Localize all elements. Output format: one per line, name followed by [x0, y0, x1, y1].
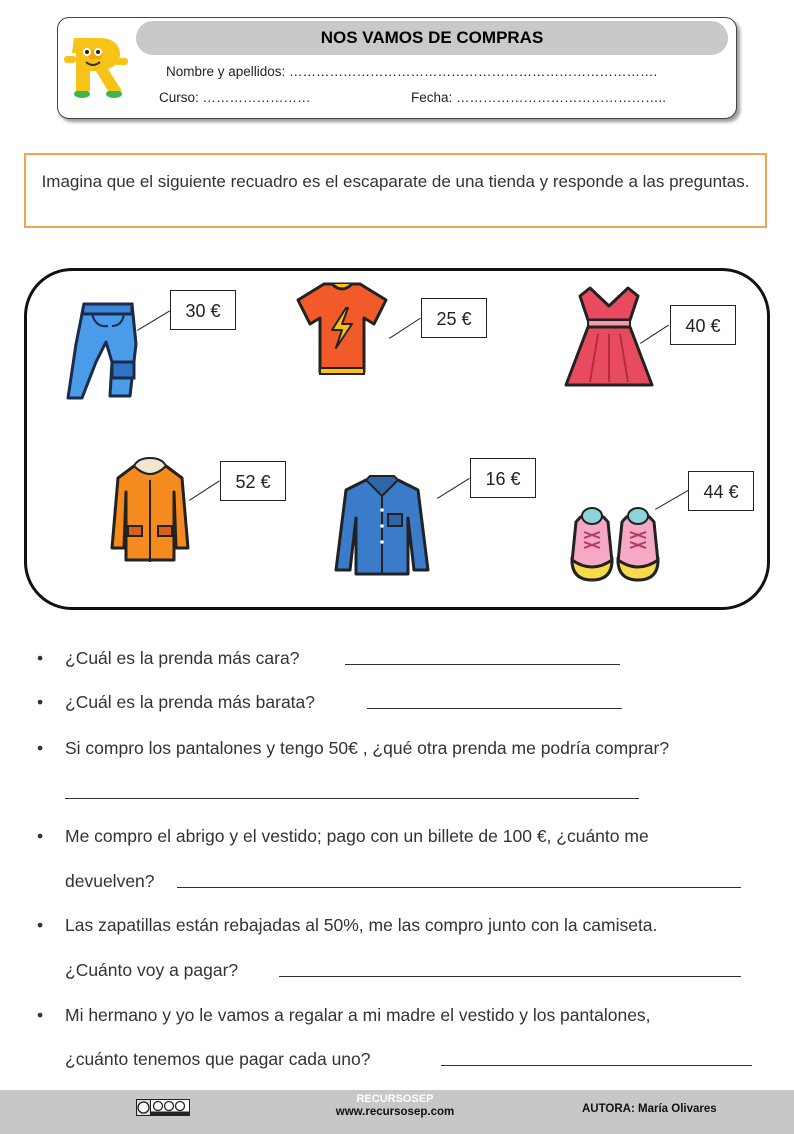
course-field[interactable]: Curso: …………………… [159, 90, 311, 105]
tshirt-icon [296, 280, 388, 376]
answer-line-5[interactable] [279, 976, 741, 977]
price-tag-tshirt: 25 € [421, 298, 487, 338]
question-5-continuation: ¿Cuánto voy a pagar? [65, 960, 239, 980]
price-tag-coat: 52 € [220, 461, 286, 501]
answer-line-6[interactable] [441, 1065, 752, 1066]
question-6-continuation: ¿cuánto tenemos que pagar cada uno? [65, 1049, 371, 1069]
recursosep-logo-icon [62, 34, 132, 100]
question-1: • ¿Cuál es la prenda más cara? [37, 648, 300, 668]
instruction-text: Imagina que el siguiente recuadro es el escaparate de una tienda y responde a las preguntas. [41, 172, 750, 191]
instruction-box [24, 153, 767, 228]
question-6: • Mi hermano y yo le vamos a regalar a mi madre el vestido y los pantalones, [37, 1005, 651, 1025]
price-tag-sneakers: 44 € [688, 471, 754, 511]
cc-by-nc-sa-icon [136, 1099, 190, 1116]
price-tag-jeans: 30 € [170, 290, 236, 330]
page-title: NOS VAMOS DE COMPRAS [320, 28, 544, 47]
answer-line-1[interactable] [345, 664, 620, 665]
question-4-continuation: devuelven? [65, 871, 155, 891]
name-field[interactable]: Nombre y apellidos: ………………………………………………………………………. [166, 64, 658, 79]
date-field[interactable]: Fecha: ……………………………………….. [411, 90, 667, 105]
question-5: • Las zapatillas están rebajadas al 50%, me las compro junto con la camiseta. [37, 915, 658, 935]
dress-icon [562, 284, 656, 392]
answer-line-3[interactable] [65, 798, 639, 799]
answer-line-4[interactable] [177, 887, 741, 888]
sneakers-icon [568, 502, 664, 586]
footer-brand: RECURSOSEP [356, 1093, 434, 1105]
footer-url[interactable]: www.recursosep.com [335, 1106, 455, 1118]
question-2: • ¿Cuál es la prenda más barata? [37, 692, 315, 712]
price-tag-shirt: 16 € [470, 458, 536, 498]
jeans-icon [62, 300, 146, 402]
question-3: • Si compro los pantalones y tengo 50€ , ¿qué otra prenda me podría comprar? [37, 738, 670, 758]
coat-icon [108, 456, 192, 568]
shirt-icon [332, 474, 432, 578]
answer-line-2[interactable] [367, 708, 622, 709]
footer-author: AUTORA: María Olivares [582, 1103, 717, 1115]
question-4: • Me compro el abrigo y el vestido; pago con un billete de 100 €, ¿cuánto me [37, 826, 649, 846]
price-tag-dress: 40 € [670, 305, 736, 345]
